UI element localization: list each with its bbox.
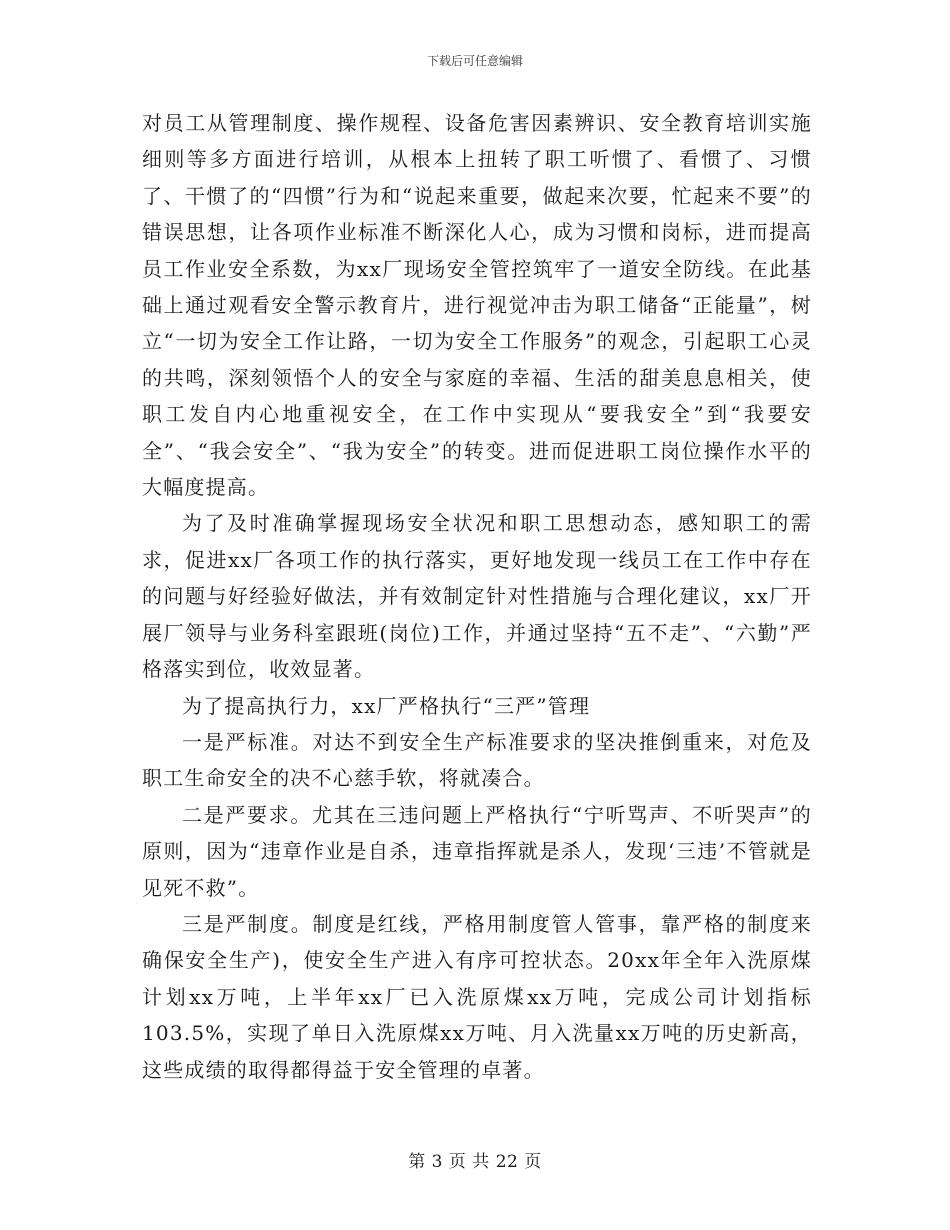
paragraph: 一是严标准。对达不到安全生产标准要求的坚决推倒重来，对危及职工生命安全的决不心慈手软，将就凑合。 [142,729,812,791]
paragraph: 二是严要求。尤其在三违问题上严格执行“宁听骂声、不听哭声”的原则，因为“违章作业是自杀，违章指挥就是杀人，发现‘三违’不管就是见死不救”。 [142,802,812,900]
paragraph: 对员工从管理制度、操作规程、设备危害因素辨识、安全教育培训实施细则等多方面进行培训，从根本上扭转了职工听惯了、看惯了、习惯了、干惯了的“四惯”行为和“说起来重要，做起来次要，忙起来不要”的错误思想，让各项作业标准不断深化人心，成为习惯和岗标，进而提高员工作业安全系数，为xx厂现场安全管控筑牢了一道安全防线。在此基础上通过观看安全警示教育片，进行视觉冲击为职工储备“正能量”，树立“一切为安全工作让路，一切为安全工作服务”的观念，引起职工心灵的共鸣，深刻领悟个人的安全与家庭的幸福、生活的甜美息息相关，使职工发自内心地重视安全，在工作中实现从“要我安全”到“我要安全”、“我会安全”、“我为安全”的转变。进而促进职工岗位操作水平的大幅度提高。 [142,111,812,500]
paragraph: 三是严制度。制度是红线，严格用制度管人管事，靠严格的制度来确保安全生产)，使安全生产进入有序可控状态。20xx年全年入洗原煤计划xx万吨，上半年xx厂已入洗原煤xx万吨，完成公司计划指标103.5%，实现了单日入洗原煤xx万吨、月入洗量xx万吨的历史新高，这些成绩的取得都得益于安全管理的卓著。 [142,911,812,1082]
body-text [142,105,812,1088]
paragraph: 为了及时准确掌握现场安全状况和职工思想动态，感知职工的需求，促进xx厂各项工作的执行落实，更好地发现一线员工在工作中存在的问题与好经验好做法，并有效制定针对性措施与合理化建议，xx厂开展厂领导与业务科室跟班(岗位)工作，并通过坚持“五不走”、“六勤”严格落实到位，收效显著。 [142,511,812,682]
paragraph: 为了提高执行力，xx厂严格执行“三严”管理 [182,693,591,718]
page-footer: 第 3 页 共 22 页 [408,1152,542,1172]
page-header: 下载后可任意编辑 [426,54,523,68]
